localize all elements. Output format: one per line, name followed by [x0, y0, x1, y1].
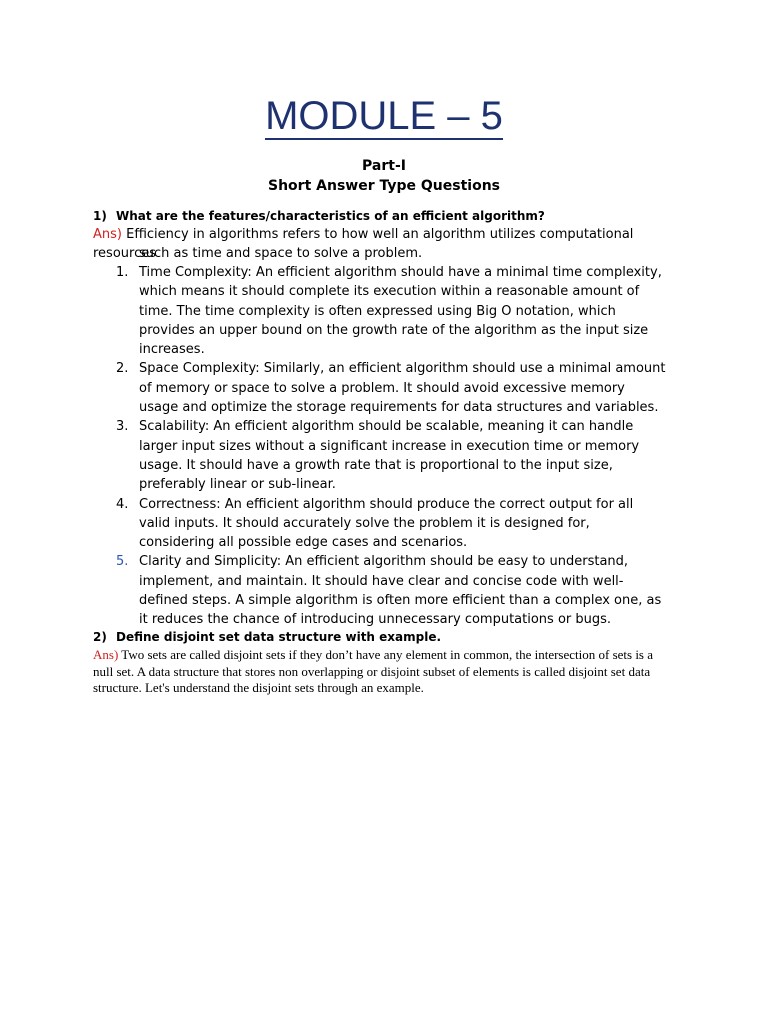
answer-1-label: Ans) [93, 227, 122, 242]
question-1-text: What are the features/characteristics of an efficient algorithm? [116, 209, 545, 223]
list-item-number: 2. [116, 361, 129, 377]
list-item [93, 417, 693, 494]
question-2 [93, 629, 693, 645]
list-item [93, 552, 693, 629]
question-1 [93, 208, 693, 224]
list-item [93, 495, 693, 553]
question-2-text: Define disjoint set data structure with example. [116, 630, 442, 644]
list-item-text: Scalability: An efficient algorithm should be scalable, meaning it can handle larger input sizes without a significant increase in execution time or memory usage. It should have a growth rate that is proportional to the input size, preferably linear or sub-linear. [139, 419, 640, 493]
answer-2-label: Ans) [93, 647, 119, 662]
question-2-number: 2) [93, 630, 107, 644]
list-item [93, 263, 693, 359]
characteristics-list [93, 263, 693, 630]
list-item [93, 359, 693, 417]
list-item-text: Space Complexity: Similarly, an efficient algorithm should use a minimal amount of memory or space to solve a problem. It should avoid excessive memory usage and optimize the storage requirements for data structures and variables. [139, 361, 666, 416]
list-item-text: Clarity and Simplicity: An efficient algorithm should be easy to understand, implement, and maintain. It should have clear and concise code with well-defined steps. A simple algorithm is often more efficient than a complex one, as it reduces the chance of introducing unnecessary computations or bugs. [139, 554, 662, 628]
list-item-number: 5. [116, 554, 129, 570]
answer-2 [93, 647, 665, 697]
list-item-text: Correctness: An efficient algorithm should produce the correct output for all valid inputs. It should accurately solve the problem it is designed for, considering all possible edge cases and scenarios. [139, 496, 634, 551]
section-subtitle: Short Answer Type Questions [268, 178, 500, 194]
list-item-number: 4. [116, 496, 129, 512]
answer-1-intro-line1: Efficiency in algorithms refers to how well an algorithm utilizes computational resources [93, 227, 634, 261]
answer-2-text: Two sets are called disjoint sets if they don’t have any element in common, the intersection of sets is a null set. A data structure that stores non overlapping or disjoint subset of elements is called disjoint set data structure. Let's understand the disjoint sets through an example. [93, 647, 654, 695]
question-1-number: 1) [93, 209, 107, 223]
module-title [0, 92, 768, 140]
list-item-text: Time Complexity: An efficient algorithm should have a minimal time complexity, which means it should complete its execution within a reasonable amount of time. The time complexity is often expressed using Big O notation, which provides an upper bound on the growth rate of the algorithm as the input size increases. [139, 265, 662, 358]
module-title-text: MODULE – 5 [265, 94, 503, 138]
part-heading: Part-I [362, 158, 406, 174]
list-item-number: 3. [116, 419, 129, 435]
answer-1-intro-line2: such as time and space to solve a problem. [139, 246, 423, 261]
list-item-number: 1. [116, 265, 129, 280]
